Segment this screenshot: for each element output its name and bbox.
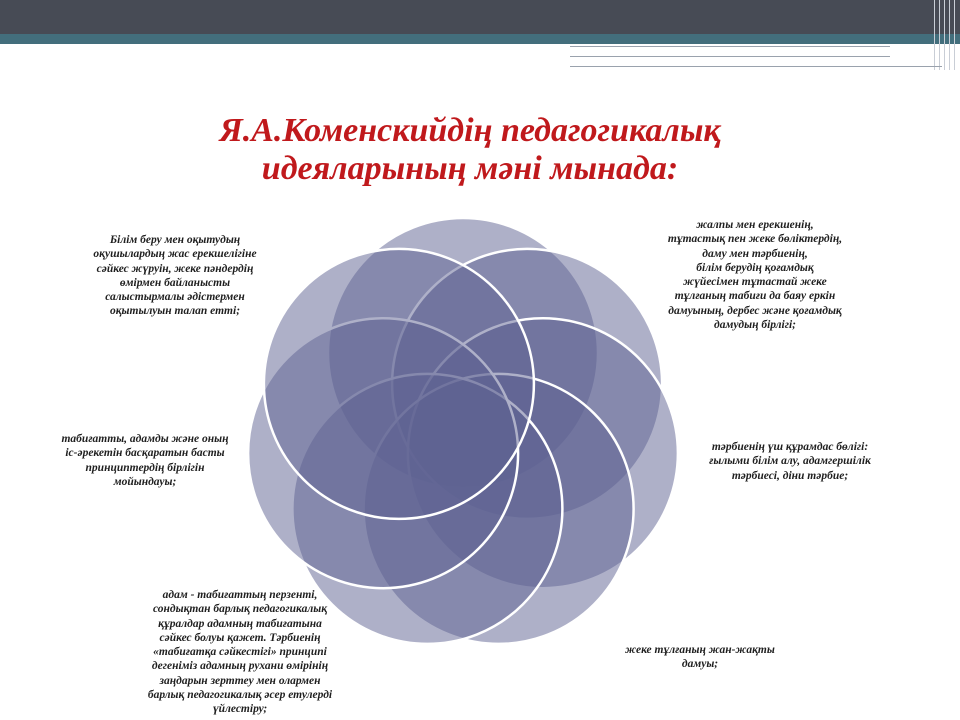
note-middle-right: тәрбиенің үш құрамдас бөлігі: ғылыми білім алу, адамгершілік тәрбиесі, діни тәрбие;	[709, 441, 871, 482]
note-top-left: Білім беру мен оқытудың оқушылардың жас ерекшелігіне сәйкес жүруін, жеке пәндердің өмірмен байланысты салыстырмалы әдістермен оқытылуын талап етті;	[93, 234, 257, 318]
note-bottom-left: адам - табиғаттың перзенті, сондықтан барлық педагогикалық құралдар адамның табиғатына сәйкес болуы қажет. Тәрбиенің «табиғатқа сәйкестігі» принципі дегеніміз адамның рухани өмірінің заңдарын зерттеу мен олармен барлық педагогикалық әсер етулерді үйлестіру;	[147, 589, 333, 716]
note-bottom-right: жеке тұлғаның жан-жақты дамуы;	[625, 644, 775, 671]
note-middle-left: табиғатты, адамды және оның іс-әрекетін басқаратын басты принциптердің бірлігін мойындауы;	[61, 433, 229, 488]
note-top-right: жалпы мен ерекшенің, тұтастық пен жеке бөліктердің, даму мен тәрбиенің, білім берудің қоғамдық жүйесімен тұтастай жеке тұлғаның табиғи да баяу еркін дамуының, дербес және қоғамдық дамудың бірлігі;	[667, 219, 843, 332]
slide-title: Я.А.Коменскийдің педагогикалық идеяларының мәні мынада:	[219, 112, 721, 187]
